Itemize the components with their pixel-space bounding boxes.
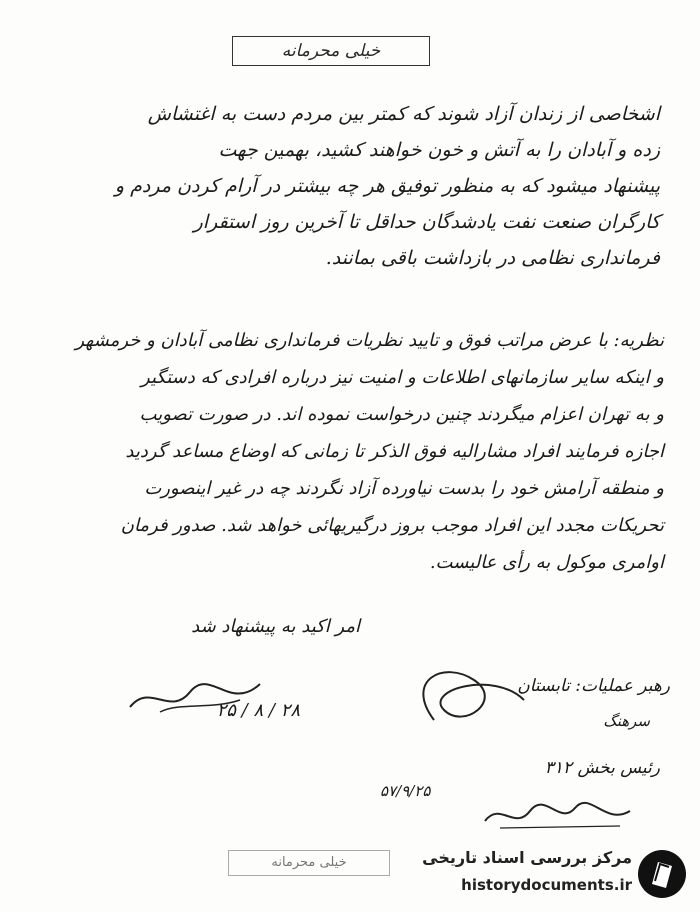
opinion-line: و به تهران اعزام میگردند چنین درخواست نموده اند. در صورت تصویب bbox=[139, 404, 664, 425]
classification-stamp-top: خیلی محرمانه bbox=[232, 36, 430, 66]
approval-note: امر اکید به پیشنهاد شد bbox=[191, 616, 360, 637]
document-center-logo-icon bbox=[636, 848, 688, 900]
body-line: اشخاصی از زندان آزاد شوند که کمتر بین مردم دست به اغتشاش bbox=[147, 103, 660, 125]
letter-body bbox=[40, 96, 660, 276]
opinion-line: و اینکه سایر سازمانهای اطلاعات و امنیت نیز درباره افرادی که دستگیر bbox=[141, 367, 664, 388]
opinion-line: اجازه فرمایند افراد مشارالیه فوق الذکر تا زمانی که اوضاع مساعد گردید bbox=[125, 441, 664, 462]
body-line: فرمانداری نظامی در بازداشت باقی بمانند. bbox=[325, 247, 660, 269]
operations-chief-signature-label: رهبر عملیات: تابستان bbox=[517, 676, 670, 696]
archive-name: مرکز بررسی اسناد تاریخی bbox=[422, 848, 632, 867]
department-head-signature bbox=[480, 796, 640, 836]
body-line: زده و آبادان را به آتش و خون خواهند کشید، بهمین جهت bbox=[218, 139, 660, 161]
department-head-date: ۵۷/۹/۲۵ bbox=[380, 782, 431, 800]
opinion-line: اوامری موکول به رأی عالیست. bbox=[429, 552, 664, 573]
body-line: پیشنهاد میشود که به منظور توفیق هر چه بیشتر در آرام کردن مردم و bbox=[114, 175, 660, 197]
colonel-label: سرهنگ bbox=[603, 712, 650, 730]
classification-stamp-bottom: خیلی محرمانه bbox=[228, 850, 390, 876]
opinion-section bbox=[28, 322, 664, 581]
approval-date: ۲۸ / ۸ / ۲۵ bbox=[216, 700, 300, 721]
archive-watermark bbox=[416, 842, 692, 906]
opinion-line: و منطقه آرامش خود را بدست نیاورده آزاد نگردند چه در غیر اینصورت bbox=[144, 478, 664, 499]
archive-url: historydocuments.ir bbox=[461, 876, 632, 894]
opinion-line: نظریه: با عرض مراتب فوق و تایید نظریات فرمانداری نظامی آبادان و خرمشهر bbox=[75, 330, 664, 351]
body-line: کارگران صنعت نفت یادشدگان حداقل تا آخرین روز استقرار bbox=[193, 211, 660, 233]
department-head-label: رئیس بخش ۳۱۲ bbox=[544, 758, 660, 778]
opinion-line: تحریکات مجدد این افراد موجب بروز درگیریهائی خواهد شد. صدور فرمان bbox=[120, 515, 664, 536]
